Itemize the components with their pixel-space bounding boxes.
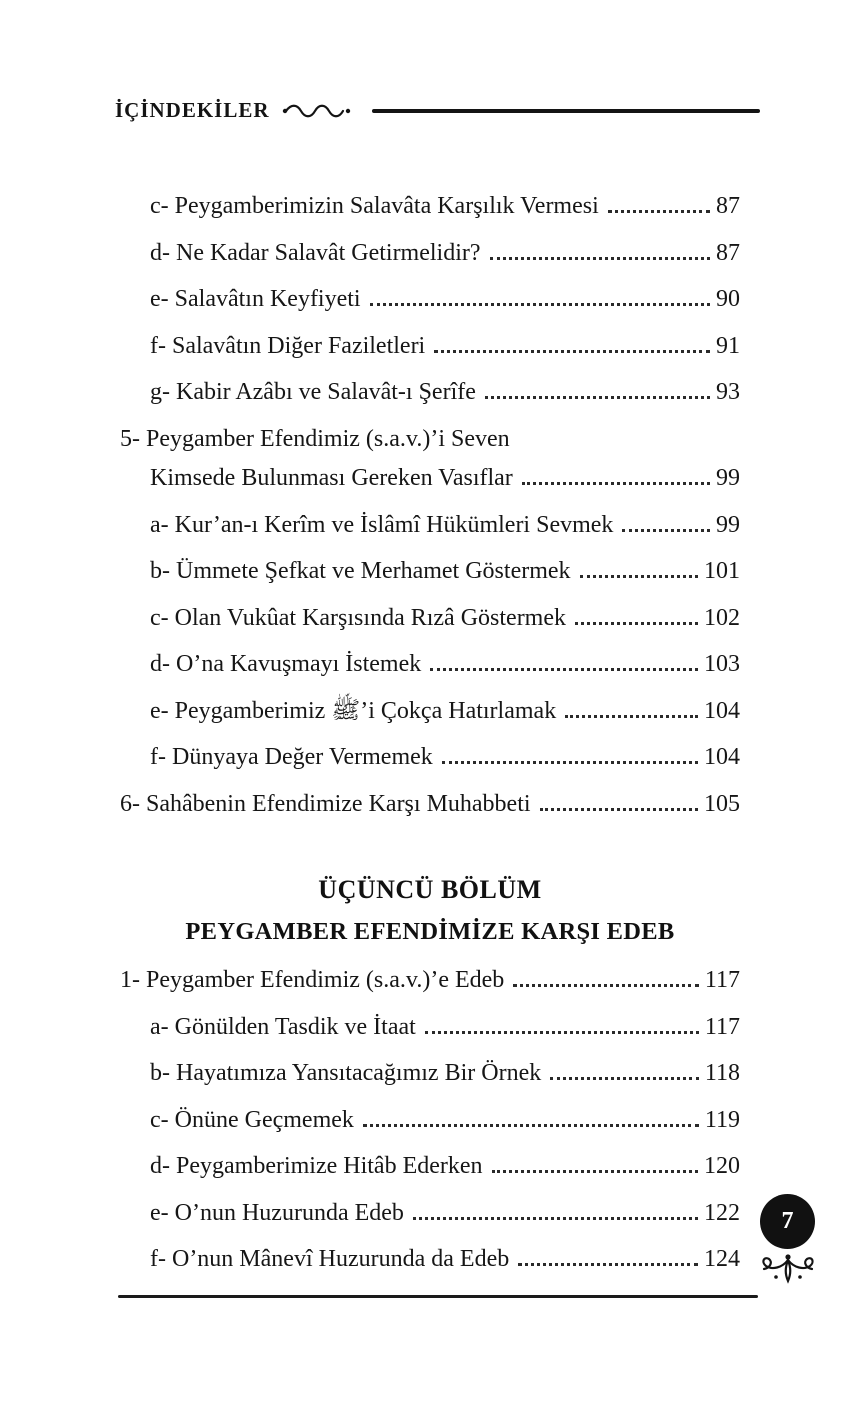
toc-entry [150, 183, 740, 230]
toc-entry-label: 5- Peygamber Efendimiz (s.a.v.)’i Seven [120, 425, 510, 452]
toc-entry-page: 117 [704, 1013, 740, 1040]
toc-entry-line [150, 548, 740, 595]
toc-entry-label: c- Peygamberimizin Salavâta Karşılık Vermesi [150, 193, 599, 219]
contents-title: İÇİNDEKİLER [115, 98, 270, 122]
dot-leader [430, 668, 698, 671]
toc-entry [150, 688, 740, 735]
toc-entry-label: e- Peygamberimiz ﷺ’i Çokça Hatırlamak [150, 697, 557, 724]
toc-entry-line [120, 781, 740, 828]
toc-entry [120, 957, 740, 1004]
toc-entry-label: c- Önüne Geçmemek [150, 1106, 354, 1133]
dot-leader [485, 396, 710, 399]
toc-entry-line [150, 230, 740, 277]
toc-entry-label: a- Gönülden Tasdik ve İtaat [150, 1013, 416, 1040]
toc-entry-page: 99 [716, 511, 740, 538]
toc-entry-page: 87 [716, 193, 740, 219]
toc-entry-label: 6- Sahâbenin Efendimize Karşı Muhabbeti [120, 790, 531, 817]
footer-rule [118, 1295, 758, 1298]
toc-entry [150, 1050, 740, 1097]
toc-entry [150, 1236, 740, 1283]
toc-entry-line [120, 420, 740, 459]
section-heading [120, 869, 740, 953]
toc-list-part1 [120, 183, 740, 827]
toc-entry-label: d- Ne Kadar Salavât Getirmelidir? [150, 239, 481, 266]
toc-entry-label: c- Olan Vukûat Karşısında Rızâ Göstermek [150, 604, 567, 631]
toc-entry-label: 1- Peygamber Efendimiz (s.a.v.)’e Edeb [120, 967, 505, 993]
toc-entry-page: 118 [704, 1060, 740, 1086]
dot-leader [413, 1217, 698, 1220]
toc-entry-line [150, 183, 740, 230]
toc-entry-line-continuation [150, 459, 740, 498]
toc-entry-line [120, 957, 740, 1004]
toc-entry-page: 101 [704, 558, 740, 584]
dot-leader [565, 715, 698, 718]
toc-entry-label: d- Peygamberimize Hitâb Ederken [150, 1153, 483, 1179]
toc-entry-page: 105 [704, 790, 740, 817]
toc-entry-page: 120 [704, 1153, 740, 1179]
calligraphic-flourish-icon [282, 102, 354, 120]
toc-entry-label: e- O’nun Huzurunda Edeb [150, 1199, 404, 1226]
dot-leader [550, 1077, 699, 1080]
dot-leader [492, 1170, 698, 1173]
toc-entry [150, 276, 740, 323]
toc-entry-label: b- Hayatımıza Yansıtacağımız Bir Örnek [150, 1060, 542, 1086]
dot-leader [370, 303, 710, 306]
toc-entry-line [150, 641, 740, 688]
dot-leader [434, 350, 710, 353]
toc-entry-page: 117 [704, 967, 740, 993]
page-number-badge [760, 1194, 815, 1249]
dot-leader [490, 257, 710, 260]
table-of-contents [120, 183, 740, 1283]
toc-entry-label: f- O’nun Mânevî Huzurunda da Edeb [150, 1246, 510, 1272]
dot-leader [540, 808, 698, 811]
toc-entry-line [150, 1097, 740, 1144]
toc-entry-label: g- Kabir Azâbı ve Salavât-ı Şerîfe [150, 379, 476, 405]
toc-entry-line [150, 323, 740, 370]
dot-leader [608, 210, 710, 213]
toc-entry-label-continuation: Kimsede Bulunması Gereken Vasıflar [150, 464, 513, 491]
toc-entry-line [150, 1050, 740, 1097]
toc-entry [120, 416, 740, 502]
toc-entry-page: 91 [716, 332, 740, 359]
section-heading-line1: ÜÇÜNCÜ BÖLÜM [318, 875, 542, 904]
toc-entry [150, 1097, 740, 1144]
dot-leader [522, 482, 710, 485]
toc-entry-line [150, 734, 740, 781]
toc-entry [150, 1004, 740, 1051]
toc-entry [150, 323, 740, 370]
toc-entry-line [150, 502, 740, 549]
dot-leader [425, 1031, 699, 1034]
toc-entry-label: d- O’na Kavuşmayı İstemek [150, 651, 422, 677]
toc-entry-line [150, 369, 740, 416]
toc-entry [150, 1143, 740, 1190]
section-heading-line2: PEYGAMBER EFENDİMİZE KARŞI EDEB [185, 918, 675, 945]
toc-entry-page: 119 [704, 1106, 740, 1133]
toc-entry-page: 99 [716, 464, 740, 491]
toc-entry [150, 548, 740, 595]
dot-leader [363, 1124, 699, 1127]
floral-flourish-icon [753, 1250, 823, 1288]
toc-entry-page: 87 [716, 239, 740, 266]
page-header [115, 98, 760, 123]
toc-entry-line [150, 595, 740, 642]
toc-entry [150, 369, 740, 416]
toc-entry-page: 124 [704, 1246, 740, 1272]
toc-entry [150, 734, 740, 781]
dot-leader [575, 622, 698, 625]
toc-entry-page: 90 [716, 286, 740, 312]
toc-entry-line [150, 1236, 740, 1283]
toc-entry-label: f- Dünyaya Değer Vermemek [150, 744, 433, 770]
toc-list-part2 [120, 957, 740, 1283]
dot-leader [518, 1263, 698, 1266]
toc-entry-line [150, 1004, 740, 1051]
toc-entry-label: b- Ümmete Şefkat ve Merhamet Göstermek [150, 558, 571, 584]
toc-entry-page: 104 [704, 697, 740, 724]
dot-leader [622, 529, 710, 532]
toc-entry-line [150, 1190, 740, 1237]
toc-entry-label: a- Kur’an-ı Kerîm ve İslâmî Hükümleri Sevmek [150, 511, 614, 538]
toc-entry-page: 103 [704, 651, 740, 677]
header-rule [372, 109, 760, 113]
toc-entry [150, 641, 740, 688]
page-number: 7 [781, 1208, 794, 1234]
toc-entry-line [150, 688, 740, 735]
toc-entry-page: 122 [704, 1199, 740, 1226]
toc-entry [150, 1190, 740, 1237]
toc-entry [150, 595, 740, 642]
dot-leader [580, 575, 698, 578]
dot-leader [513, 984, 699, 987]
toc-entry-label: e- Salavâtın Keyfiyeti [150, 286, 361, 312]
toc-entry [120, 781, 740, 828]
toc-entry-page: 104 [704, 744, 740, 770]
toc-entry-page: 93 [716, 379, 740, 405]
toc-entry-page: 102 [704, 604, 740, 631]
toc-entry [150, 502, 740, 549]
toc-entry [150, 230, 740, 277]
toc-entry-line [150, 276, 740, 323]
toc-entry-label: f- Salavâtın Diğer Faziletleri [150, 332, 426, 359]
dot-leader [442, 761, 698, 764]
toc-entry-line [150, 1143, 740, 1190]
